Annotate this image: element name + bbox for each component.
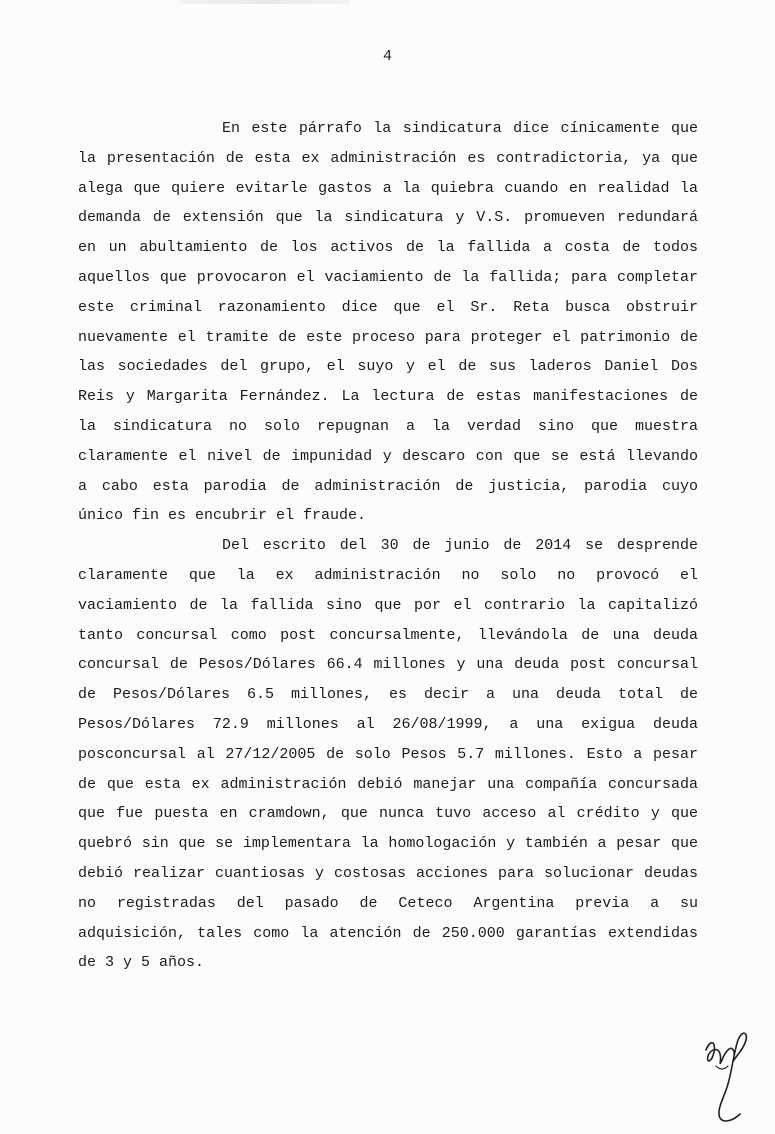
paragraph-2: Del escrito del 30 de junio de 2014 se desprende claramente que la ex administración no solo no provocó el vaciamiento de la fallida sino que por el contrario la capitalizó tanto concursal como post concursalmente, llevándola de una deuda concursal de Pesos/Dólares 66.4 millones y una deuda post concursal de Pesos/Dólares 6.5 millones, es decir a una deuda total de Pesos/Dólares 72.9 millones al 26/08/1999, a una exigua deuda posconcursal al 27/12/2005 de solo Pesos 5.7 millones. Esto a pesar de que esta ex administración debió manejar una compañía concursada que fue puesta en cramdown, que nunca tuvo acceso al crédito y que quebró sin que se implementara la homologación y también a pesar que debió realizar cuantiosas y costosas acciones para solucionar deudas no registradas del pasado de Ceteco Argentina previa a su adquisición, tales como la atención de 250.000 garantías extendidas de 3 y 5 años. xyxy=(78,537,698,972)
page-number: 4 xyxy=(382,48,392,65)
document-body xyxy=(78,114,698,978)
handwritten-signature-icon xyxy=(698,1010,756,1126)
scan-artifact xyxy=(180,0,350,4)
paragraph-1: En este párrafo la sindicatura dice cínicamente que la presentación de esta ex administración es contradictoria, ya que alega que quiere evitarle gastos a la quiebra cuando en realidad la demanda de extensión que la sindicatura y V.S. promueven redundará en un abultamiento de los activos de la fallida a costa de todos aquellos que provocaron el vaciamiento de la fallida; para completar este criminal razonamiento dice que el Sr. Reta busca obstruir nuevamente el tramite de este proceso para proteger el patrimonio de las sociedades del grupo, el suyo y el de sus laderos Daniel Dos Reis y Margarita Fernández. La lectura de estas manifestaciones de la sindicatura no solo repugnan a la verdad sino que muestra claramente el nivel de impunidad y descaro con que se está llevando a cabo esta parodia de administración de justicia, parodia cuyo único fin es encubrir el fraude. xyxy=(78,120,698,525)
